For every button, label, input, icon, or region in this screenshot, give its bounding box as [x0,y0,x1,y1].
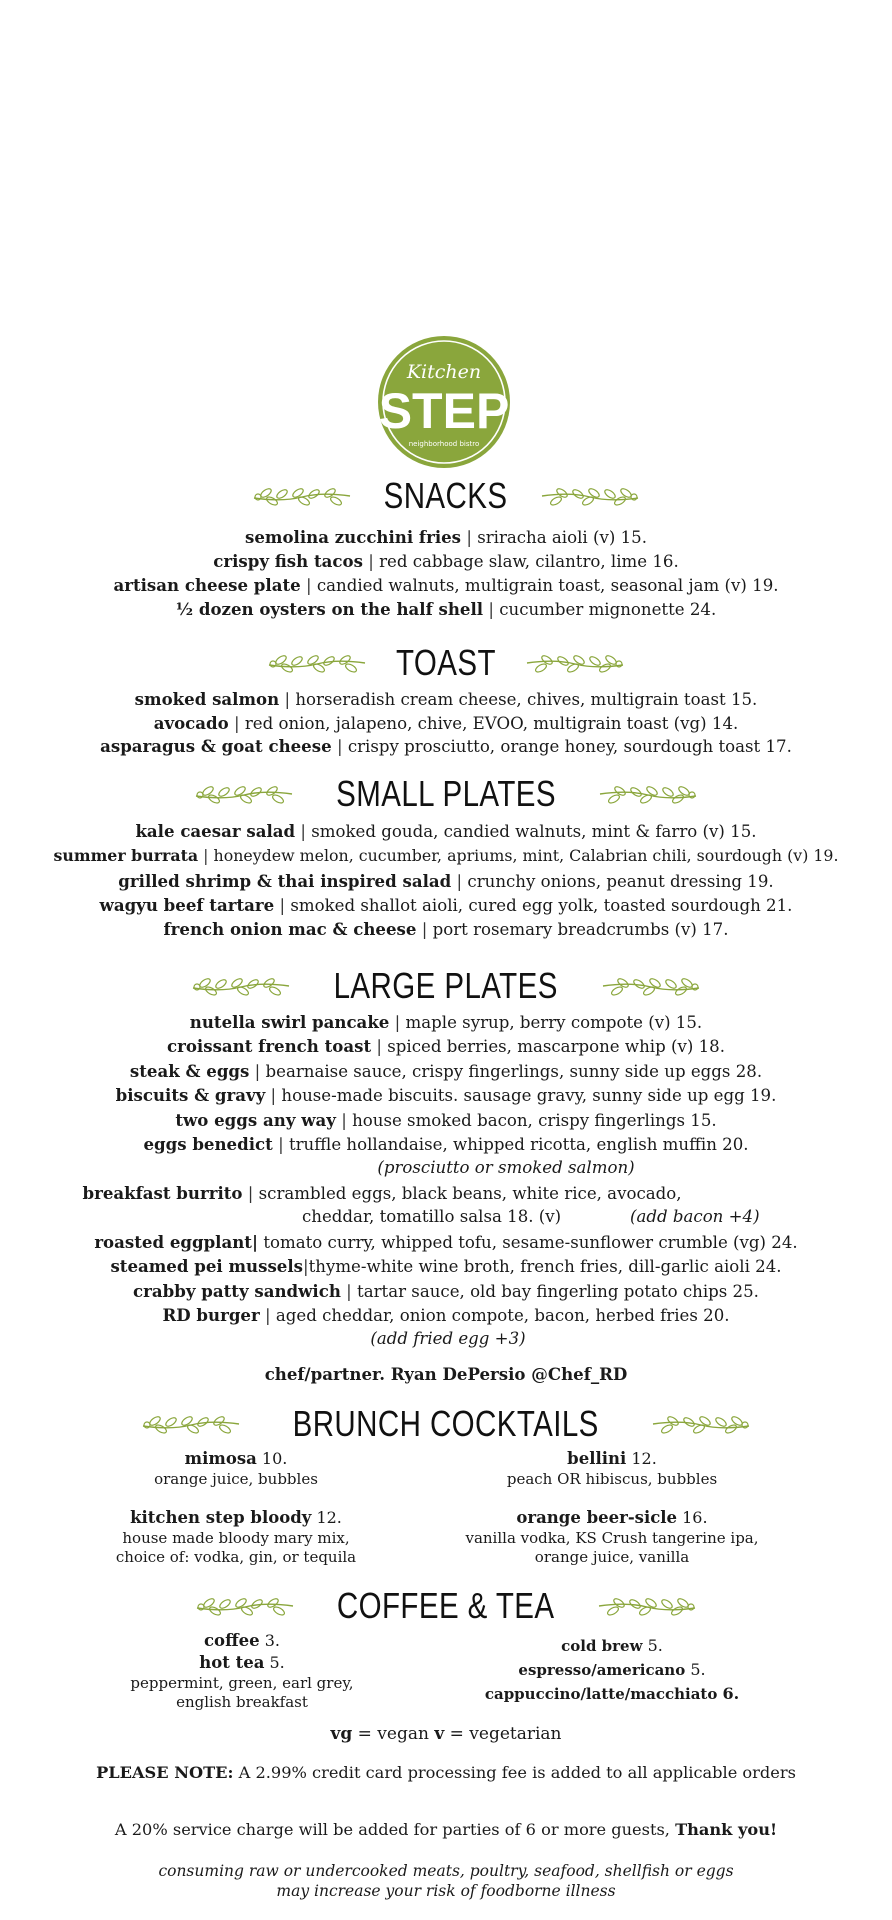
menu-item: smoked salmon | horseradish cream cheese, chives, multigrain toast 15. [134,689,758,709]
logo-badge-icon [376,334,512,470]
large-plates-title: LARGE PLATES [333,965,559,1006]
menu-item: grilled shrimp & thai inspired salad | crunchy onions, peanut dressing 19. [118,871,774,891]
vine-right-icon [651,1412,751,1436]
vine-left-icon [141,1412,241,1436]
brunch-cocktails-title: BRUNCH COCKTAILS [292,1403,600,1444]
menu-item: RD burger | aged cheddar, onion compote, bacon, herbed fries 20. [162,1305,730,1325]
menu-item: semolina zucchini fries | sriracha aioli (v) 15. [245,527,647,547]
cocktails-right-column [432,1448,792,1585]
menu-item: croissant french toast | spiced berries, mascarpone whip (v) 18. [167,1036,725,1056]
service-charge-note: A 20% service charge will be added for parties of 6 or more guests, Thank you! [114,1820,778,1839]
coffee-item: cold brew 5. [561,1636,663,1655]
menu-item-note: (prosciutto or smoked salmon) [377,1158,635,1177]
vine-left-icon [195,1594,295,1618]
brunch-cocktails-heading [0,1398,892,1450]
menu-item: roasted eggplant| tomato curry, whipped tofu, sesame-sunflower crumble (vg) 24. [94,1232,798,1252]
small-plates-title: SMALL PLATES [336,773,556,814]
toast-heading [0,637,892,689]
menu-item: asparagus & goat cheese | crispy prosciutto, orange honey, sourdough toast 17. [100,736,792,756]
snacks-heading [0,470,892,522]
menu-item: eggs benedict | truffle hollandaise, whipped ricotta, english muffin 20. [143,1134,749,1154]
logo-main-text: STEP [378,383,510,439]
coffee-item: cappuccino/latte/macchiato 6. [484,1684,740,1703]
food-safety-warning-line2: may increase your risk of foodborne illness [276,1882,616,1900]
vine-right-icon [598,782,698,806]
snacks-title: SNACKS [384,475,508,516]
menu-item: french onion mac & cheese | port rosemary breadcrumbs (v) 17. [163,919,729,939]
menu-item: kale caesar salad | smoked gouda, candied walnuts, mint & farro (v) 15. [135,821,757,841]
chef-credit: chef/partner. Ryan DePersio @Chef_RD [264,1364,628,1384]
vine-left-icon [191,974,291,998]
coffee-right-column [432,1634,792,1706]
large-plates-heading [0,960,892,1012]
menu-item: nutella swirl pancake | maple syrup, berry compote (v) 15. [189,1012,703,1032]
vine-left-icon [267,651,367,675]
menu-item: wagyu beef tartare | smoked shallot aioli, cured egg yolk, toasted sourdough 21. [99,895,793,915]
kitchen-step-logo [376,334,512,470]
menu-item: breakfast burrito | scrambled eggs, black beans, white rice, avocado, [82,1183,682,1203]
menu-item: crispy fish tacos | red cabbage slaw, cilantro, lime 16. [213,551,679,571]
menu-item-note: (add fried egg +3) [370,1329,526,1348]
cocktail-item: orange beer-sicle 16. vanilla vodka, KS Crush tangerine ipa, orange juice, vanilla [465,1508,759,1566]
vine-right-icon [540,484,640,508]
menu-item-continued: cheddar, tomatillo salsa 18. (v) (add bacon +4) [302,1207,760,1226]
menu-item: avocado | red onion, jalapeno, chive, EVOO, multigrain toast (vg) 14. [153,713,739,733]
processing-fee-note: PLEASE NOTE: A 2.99% credit card processing fee is added to all applicable orders [96,1763,796,1782]
small-plates-heading [0,768,892,820]
vine-right-icon [525,651,625,675]
menu-item: artisan cheese plate | candied walnuts, multigrain toast, seasonal jam (v) 19. [113,575,779,595]
coffee-item: espresso/americano 5. [518,1660,706,1679]
coffee-left-column: coffee 3. hot tea 5. peppermint, green, earl grey, english breakfast [62,1630,422,1712]
menu-item: summer burrata | honeydew melon, cucumber, apriums, mint, Calabrian chili, sourdough (v) 19. [53,846,839,865]
cocktail-item: bellini 12. peach OR hibiscus, bubbles [506,1449,718,1488]
vine-right-icon [601,974,701,998]
menu-item: biscuits & gravy | house-made biscuits. sausage gravy, sunny side up egg 19. [115,1085,777,1105]
cocktail-item: kitchen step bloody 12. house made bloody mary mix, choice of: vodka, gin, or tequila [115,1508,357,1566]
menu-item: steamed pei mussels|thyme-white wine broth, french fries, dill-garlic aioli 24. [110,1256,782,1276]
logo-tagline: neighborhood bistro [408,440,480,448]
coffee-item: hot tea 5. [199,1653,285,1672]
cocktail-item: mimosa 10. orange juice, bubbles [154,1449,318,1488]
cocktails-left-column [56,1448,416,1585]
logo-script-text: Kitchen [406,361,482,383]
vine-left-icon [252,484,352,508]
coffee-item: coffee 3. [204,1631,280,1650]
coffee-tea-title: COFFEE & TEA [337,1585,555,1626]
menu-item: steak & eggs | bearnaise sauce, crispy fingerlings, sunny side up eggs 28. [129,1061,763,1081]
menu-item: crabby patty sandwich | tartar sauce, old bay fingerling potato chips 25. [133,1281,759,1301]
diet-legend: vg = vegan v = vegetarian [330,1724,562,1744]
toast-title: TOAST [396,642,496,683]
menu-item: two eggs any way | house smoked bacon, crispy fingerlings 15. [175,1110,717,1130]
menu-item: ½ dozen oysters on the half shell | cucumber mignonette 24. [175,599,717,619]
coffee-tea-heading [0,1580,892,1632]
food-safety-warning-line1: consuming raw or undercooked meats, poultry, seafood, shellfish or eggs [158,1862,734,1880]
vine-right-icon [597,1594,697,1618]
vine-left-icon [194,782,294,806]
